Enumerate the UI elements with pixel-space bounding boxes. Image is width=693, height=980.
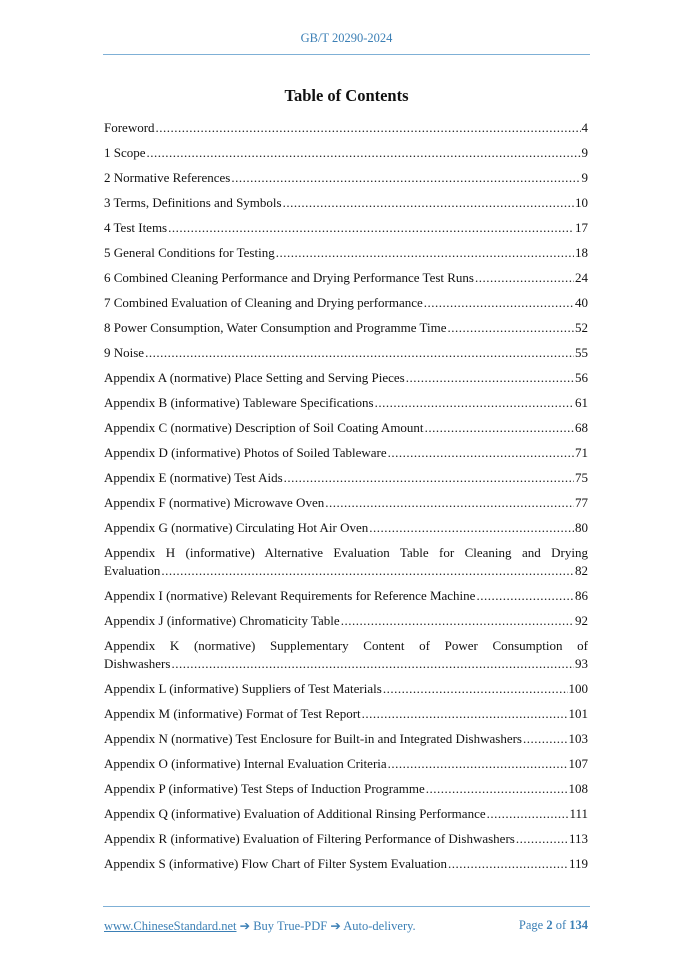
toc-entry-page: 17	[575, 220, 588, 235]
toc-entry-appendix-k[interactable]	[104, 637, 588, 673]
toc-entry-title: Appendix N (normative) Test Enclosure for Built-in and Integrated Dishwashers	[104, 731, 522, 746]
toc-entry-title: 5 General Conditions for Testing	[104, 245, 275, 260]
toc-entry-title-cont: Dishwashers	[104, 656, 171, 671]
site-link[interactable]: www.ChineseStandard.net	[104, 919, 237, 933]
page-title: Table of Contents	[284, 86, 409, 105]
toc-entry-page: 93	[575, 656, 588, 671]
toc-entry-appendix-j[interactable]	[104, 612, 588, 630]
toc-entry-appendix-r[interactable]	[104, 830, 588, 848]
toc-leader	[145, 344, 574, 362]
toc-entry-page: 56	[575, 370, 588, 385]
toc-leader	[168, 219, 574, 237]
toc-entry-title: Appendix K (normative) Supplementary Content of Power Consumption of	[104, 638, 588, 653]
toc-entry-page: 55	[575, 345, 588, 360]
toc-entry-page: 103	[568, 731, 588, 746]
toc-leader	[375, 394, 574, 412]
toc-entry-appendix-n[interactable]	[104, 730, 588, 748]
toc-entry-appendix-m[interactable]	[104, 705, 588, 723]
toc-entry-title: Appendix H (informative) Alternative Evaluation Table for Cleaning and Drying	[104, 545, 588, 560]
toc-entry-title: 7 Combined Evaluation of Cleaning and Drying performance	[104, 295, 423, 310]
toc-leader	[283, 194, 574, 212]
toc-entry-foreword[interactable]	[104, 119, 588, 137]
toc-entry-page: 77	[575, 495, 588, 510]
toc-entry-page: 107	[568, 756, 588, 771]
toc-entry-title: 3 Terms, Definitions and Symbols	[104, 195, 282, 210]
toc-leader	[475, 269, 574, 287]
toc-entry-page: 75	[575, 470, 588, 485]
toc-entry-page: 10	[575, 195, 588, 210]
toc-leader	[284, 469, 574, 487]
toc-entry-appendix-o[interactable]	[104, 755, 588, 773]
toc-entry-page: 101	[568, 706, 588, 721]
toc-entry-page: 113	[568, 831, 588, 846]
footer-divider	[103, 906, 590, 907]
toc-entry-title: 1 Scope	[104, 145, 146, 160]
header-divider	[103, 54, 590, 55]
toc-leader	[426, 780, 568, 798]
toc-leader	[448, 855, 568, 873]
toc-entry-title: Foreword	[104, 120, 155, 135]
toc-leader	[161, 562, 574, 580]
footer-left	[104, 918, 416, 934]
toc-entry-page: 9	[581, 145, 588, 160]
toc-entry-appendix-q[interactable]	[104, 805, 588, 823]
toc-entry-terms[interactable]	[104, 194, 588, 212]
toc-entry-page: 40	[575, 295, 588, 310]
toc-leader	[156, 119, 581, 137]
toc-entry-test-items[interactable]	[104, 219, 588, 237]
toc-entry-title: Appendix G (normative) Circulating Hot Air Oven	[104, 520, 369, 535]
toc-leader	[523, 730, 568, 748]
toc-leader	[476, 587, 574, 605]
footer-promo: ➔ Buy True-PDF ➔ Auto-delivery.	[239, 919, 416, 933]
toc-leader	[171, 655, 574, 673]
toc-leader	[516, 830, 568, 848]
toc-entry-page: 24	[575, 270, 588, 285]
toc-entry-appendix-p[interactable]	[104, 780, 588, 798]
toc-entry-appendix-g[interactable]	[104, 519, 588, 537]
toc-entry-appendix-d[interactable]	[104, 444, 588, 462]
toc-entry-page: 100	[568, 681, 588, 696]
toc-entry-page: 61	[575, 395, 588, 410]
toc-entry-title: Appendix E (normative) Test Aids	[104, 470, 283, 485]
toc-entry-appendix-a[interactable]	[104, 369, 588, 387]
toc-leader	[147, 144, 581, 162]
toc-leader	[341, 612, 574, 630]
toc-entry-page: 92	[575, 613, 588, 628]
toc-entry-page: 119	[568, 856, 588, 871]
toc-entry-title: Appendix B (informative) Tableware Specifications	[104, 395, 374, 410]
toc-entry-combined-evaluation[interactable]	[104, 294, 588, 312]
toc-leader	[406, 369, 574, 387]
toc-entry-title: Appendix S (informative) Flow Chart of Filter System Evaluation	[104, 856, 448, 871]
toc-entry-power-consumption[interactable]	[104, 319, 588, 337]
toc-entry-title-cont: Evaluation	[104, 563, 161, 578]
toc-entry-title: Appendix R (informative) Evaluation of Filtering Performance of Dishwashers	[104, 831, 515, 846]
toc-entry-title: 4 Test Items	[104, 220, 168, 235]
toc-entry-general-conditions[interactable]	[104, 244, 588, 262]
toc-entry-title: Appendix J (informative) Chromaticity Table	[104, 613, 340, 628]
toc-entry-page: 82	[575, 563, 588, 578]
toc-entry-title: Appendix Q (informative) Evaluation of Additional Rinsing Performance	[104, 806, 486, 821]
toc-entry-appendix-l[interactable]	[104, 680, 588, 698]
toc-leader	[424, 294, 574, 312]
toc-entry-page: 111	[569, 806, 588, 821]
toc-entry-title: Appendix M (informative) Format of Test Report	[104, 706, 361, 721]
page-total: 134	[569, 918, 588, 932]
toc-entry-appendix-e[interactable]	[104, 469, 588, 487]
toc-leader	[383, 680, 568, 698]
toc-entry-noise[interactable]	[104, 344, 588, 362]
toc-entry-page: 68	[575, 420, 588, 435]
toc-leader	[231, 169, 580, 187]
toc-entry-title: Appendix F (normative) Microwave Oven	[104, 495, 325, 510]
toc-entry-title: Appendix A (normative) Place Setting and Serving Pieces	[104, 370, 405, 385]
toc-entry-title: 9 Noise	[104, 345, 145, 360]
toc-entry-page: 80	[575, 520, 588, 535]
page-footer	[104, 918, 588, 934]
toc-entry-page: 4	[581, 120, 588, 135]
toc-entry-title: 2 Normative References	[104, 170, 231, 185]
toc-leader	[369, 519, 574, 537]
toc-leader	[388, 755, 568, 773]
toc-entry-appendix-h[interactable]	[104, 544, 588, 580]
page-indicator	[519, 918, 588, 934]
toc-entry-title: Appendix O (informative) Internal Evaluation Criteria	[104, 756, 387, 771]
toc-entry-title: Appendix I (normative) Relevant Requirements for Reference Machine	[104, 588, 476, 603]
toc-entry-combined-test-runs[interactable]	[104, 269, 588, 287]
toc-entry-page: 108	[568, 781, 588, 796]
toc-entry-page: 71	[575, 445, 588, 460]
toc-leader	[388, 444, 574, 462]
toc-leader	[487, 805, 569, 823]
toc-leader	[362, 705, 568, 723]
page-label: Page	[518, 918, 544, 932]
toc-entry-page: 9	[581, 170, 588, 185]
toc-entry-normative-references[interactable]	[104, 169, 588, 187]
toc-leader	[325, 494, 574, 512]
toc-entry-scope[interactable]	[104, 144, 588, 162]
toc-entry-title: 6 Combined Cleaning Performance and Drying Performance Test Runs	[104, 270, 474, 285]
toc-entry-page: 86	[575, 588, 588, 603]
toc-leader	[425, 419, 574, 437]
toc-entry-title: Appendix L (informative) Suppliers of Test Materials	[104, 681, 382, 696]
toc-entry-page: 52	[575, 320, 588, 335]
toc-leader	[448, 319, 575, 337]
toc-entry-title: Appendix C (normative) Description of Soil Coating Amount	[104, 420, 424, 435]
header-standard-code: GB/T 20290-2024	[300, 31, 393, 45]
toc-entry-appendix-c[interactable]	[104, 419, 588, 437]
toc-entry-appendix-i[interactable]	[104, 587, 588, 605]
table-of-contents	[104, 119, 588, 880]
toc-entry-title: Appendix P (informative) Test Steps of Induction Programme	[104, 781, 425, 796]
toc-entry-appendix-s[interactable]	[104, 855, 588, 873]
toc-leader	[276, 244, 574, 262]
toc-entry-title: Appendix D (informative) Photos of Soiled Tableware	[104, 445, 387, 460]
page-of: of	[555, 918, 567, 932]
toc-entry-appendix-b[interactable]	[104, 394, 588, 412]
toc-entry-appendix-f[interactable]	[104, 494, 588, 512]
toc-entry-title: 8 Power Consumption, Water Consumption and Programme Time	[104, 320, 447, 335]
page-current: 2	[546, 918, 553, 932]
toc-entry-page: 18	[575, 245, 588, 260]
